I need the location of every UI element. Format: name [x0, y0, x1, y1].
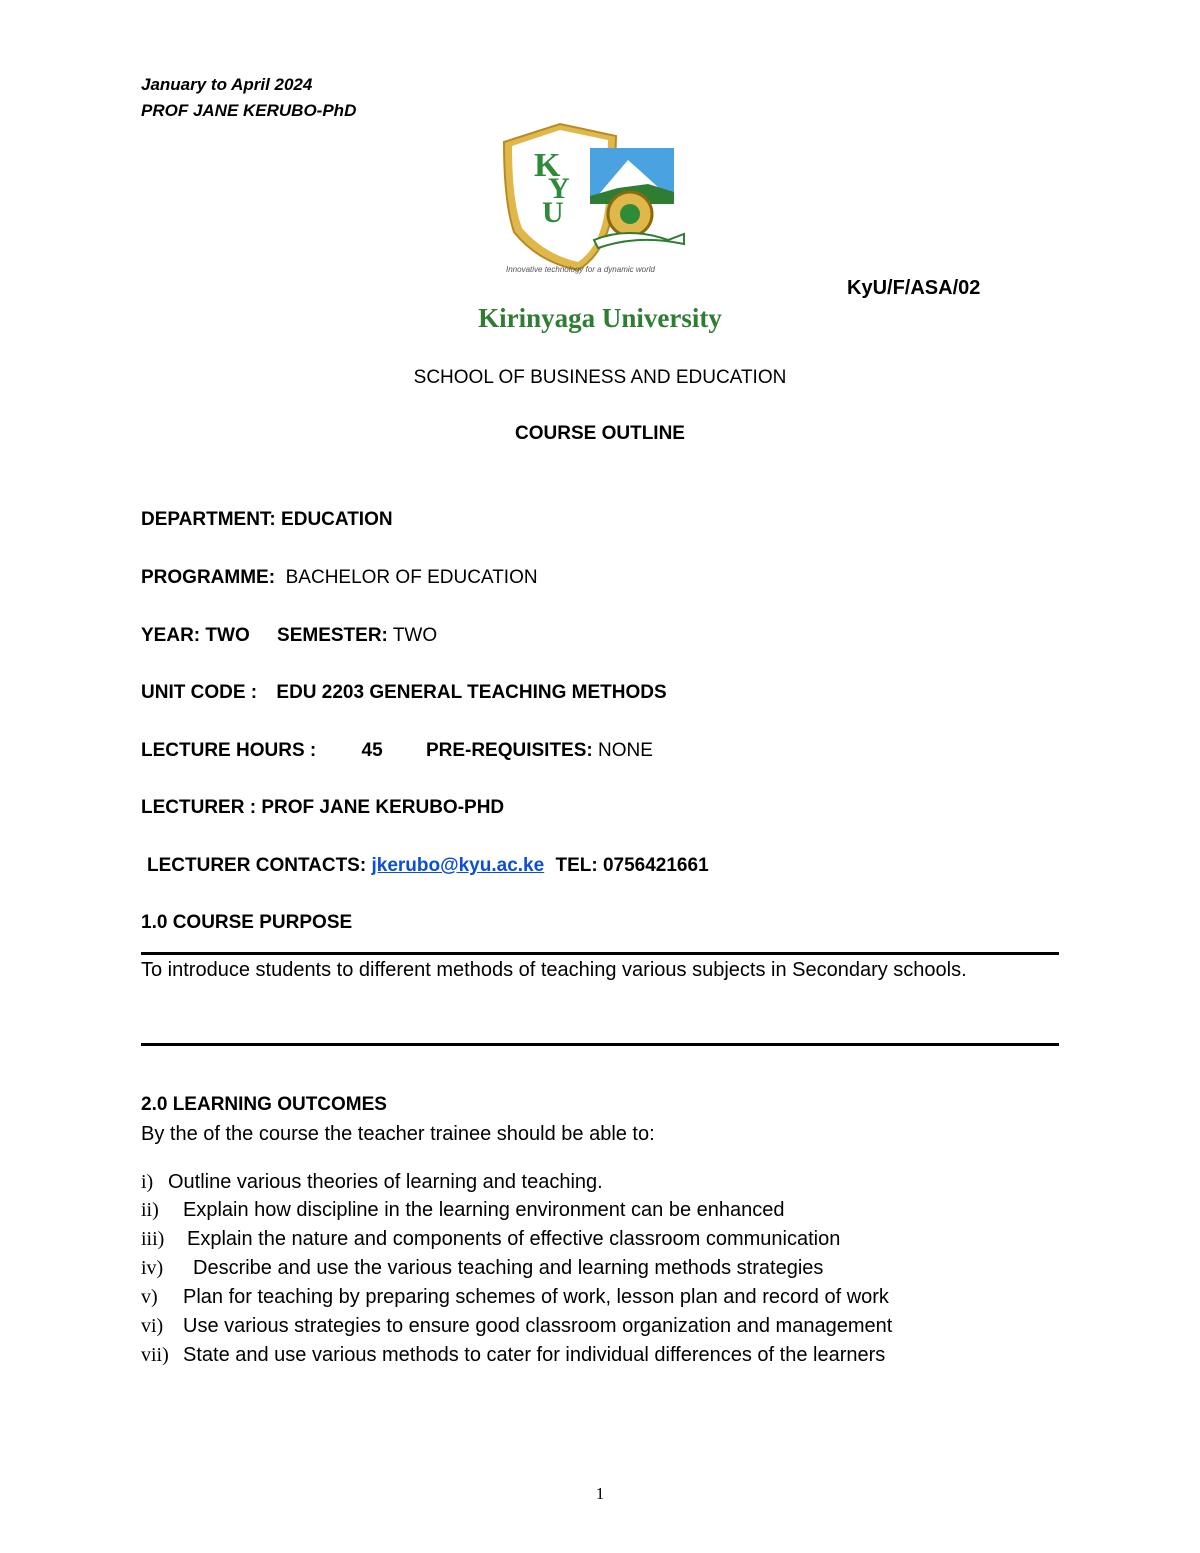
prerequisites-label: PRE-REQUISITES:	[425, 740, 593, 761]
list-item-text: Use various strategies to ensure good classroom organization and management	[183, 1315, 893, 1337]
department-line	[141, 509, 393, 531]
list-item-text: Outline various theories of learning and teaching.	[168, 1171, 603, 1193]
list-item	[141, 1257, 823, 1280]
document-title: COURSE OUTLINE	[515, 423, 685, 444]
list-item-number: vi)	[141, 1315, 164, 1337]
year-semester-line	[141, 625, 437, 647]
list-item-number: v)	[141, 1286, 158, 1308]
semester-value: TWO	[392, 625, 438, 646]
year-label: YEAR:	[141, 625, 201, 646]
page-number: 1	[595, 1484, 605, 1503]
outcomes-heading: 2.0 LEARNING OUTCOMES	[141, 1094, 387, 1115]
programme-value: BACHELOR OF EDUCATION	[285, 567, 538, 588]
purpose-text: To introduce students to different methods of teaching various subjects in Secondary schools.	[141, 959, 967, 981]
logo-motto: Innovative technology for a dynamic world	[506, 265, 655, 274]
list-item-number: iii)	[141, 1228, 165, 1250]
contacts-label: LECTURER CONTACTS:	[147, 855, 367, 876]
tel-value: 0756421661	[602, 855, 709, 876]
contacts-line	[147, 855, 709, 877]
purpose-bottom-rule	[141, 1043, 1059, 1046]
unit-code-line	[141, 682, 667, 704]
semester-label: SEMESTER:	[277, 625, 388, 646]
year-value: TWO	[205, 625, 250, 646]
prerequisites-value: NONE	[598, 740, 653, 761]
list-item	[141, 1171, 603, 1194]
list-item-text: State and use various methods to cater for individual differences of the learners	[183, 1344, 886, 1366]
list-item-number: i)	[141, 1171, 154, 1193]
university-logo	[498, 122, 690, 274]
unit-code-label: UNIT CODE :	[141, 682, 258, 703]
lecture-hours-label: LECTURE HOURS :	[141, 740, 317, 761]
header-author: PROF JANE KERUBO-PhD	[141, 101, 357, 120]
logo-letter-y: Y	[548, 172, 570, 205]
purpose-top-rule	[141, 952, 1059, 955]
lecturer-label: LECTURER :	[141, 797, 257, 818]
lecturer-line	[141, 797, 504, 819]
list-item-number: vii)	[141, 1344, 169, 1366]
department-value: EDUCATION	[281, 509, 393, 530]
list-item-text: Explain the nature and components of effective classroom communication	[187, 1228, 841, 1250]
lecture-hours-line	[141, 740, 653, 762]
list-item-text: Describe and use the various teaching and learning methods strategies	[193, 1257, 824, 1279]
list-item-text: Plan for teaching by preparing schemes of work, lesson plan and record of work	[183, 1286, 889, 1308]
programme-line	[141, 567, 538, 589]
lecturer-value: PROF JANE KERUBO-PHD	[261, 797, 505, 818]
book-icon	[594, 233, 684, 248]
list-item-number: iv)	[141, 1257, 164, 1279]
document-code: KyU/F/ASA/02	[847, 277, 981, 299]
school-name: SCHOOL OF BUSINESS AND EDUCATION	[413, 367, 787, 388]
purpose-heading: 1.0 COURSE PURPOSE	[141, 912, 353, 933]
email-link[interactable]: jkerubo@kyu.ac.ke	[371, 855, 545, 876]
lecture-hours-value: 45	[361, 740, 383, 761]
list-item	[141, 1199, 785, 1222]
outcomes-intro: By the of the course the teacher trainee should be able to:	[141, 1123, 655, 1145]
programme-label: PROGRAMME:	[141, 567, 276, 588]
department-label: DEPARTMENT:	[141, 509, 276, 530]
list-item	[141, 1286, 889, 1309]
tel-label: TEL:	[555, 855, 598, 876]
header-period: January to April 2024	[141, 75, 313, 94]
list-item	[141, 1315, 892, 1338]
list-item-text: Explain how discipline in the learning environment can be enhanced	[183, 1199, 785, 1221]
list-item	[141, 1228, 840, 1251]
logo-letter-k: K	[534, 147, 561, 184]
unit-code-value: EDU 2203 GENERAL TEACHING METHODS	[276, 682, 667, 703]
list-item	[141, 1344, 885, 1367]
logo-letter-u: U	[542, 196, 564, 229]
list-item-number: ii)	[141, 1199, 159, 1221]
university-name: Kirinyaga University	[478, 303, 722, 333]
logo-emblem	[498, 122, 690, 274]
